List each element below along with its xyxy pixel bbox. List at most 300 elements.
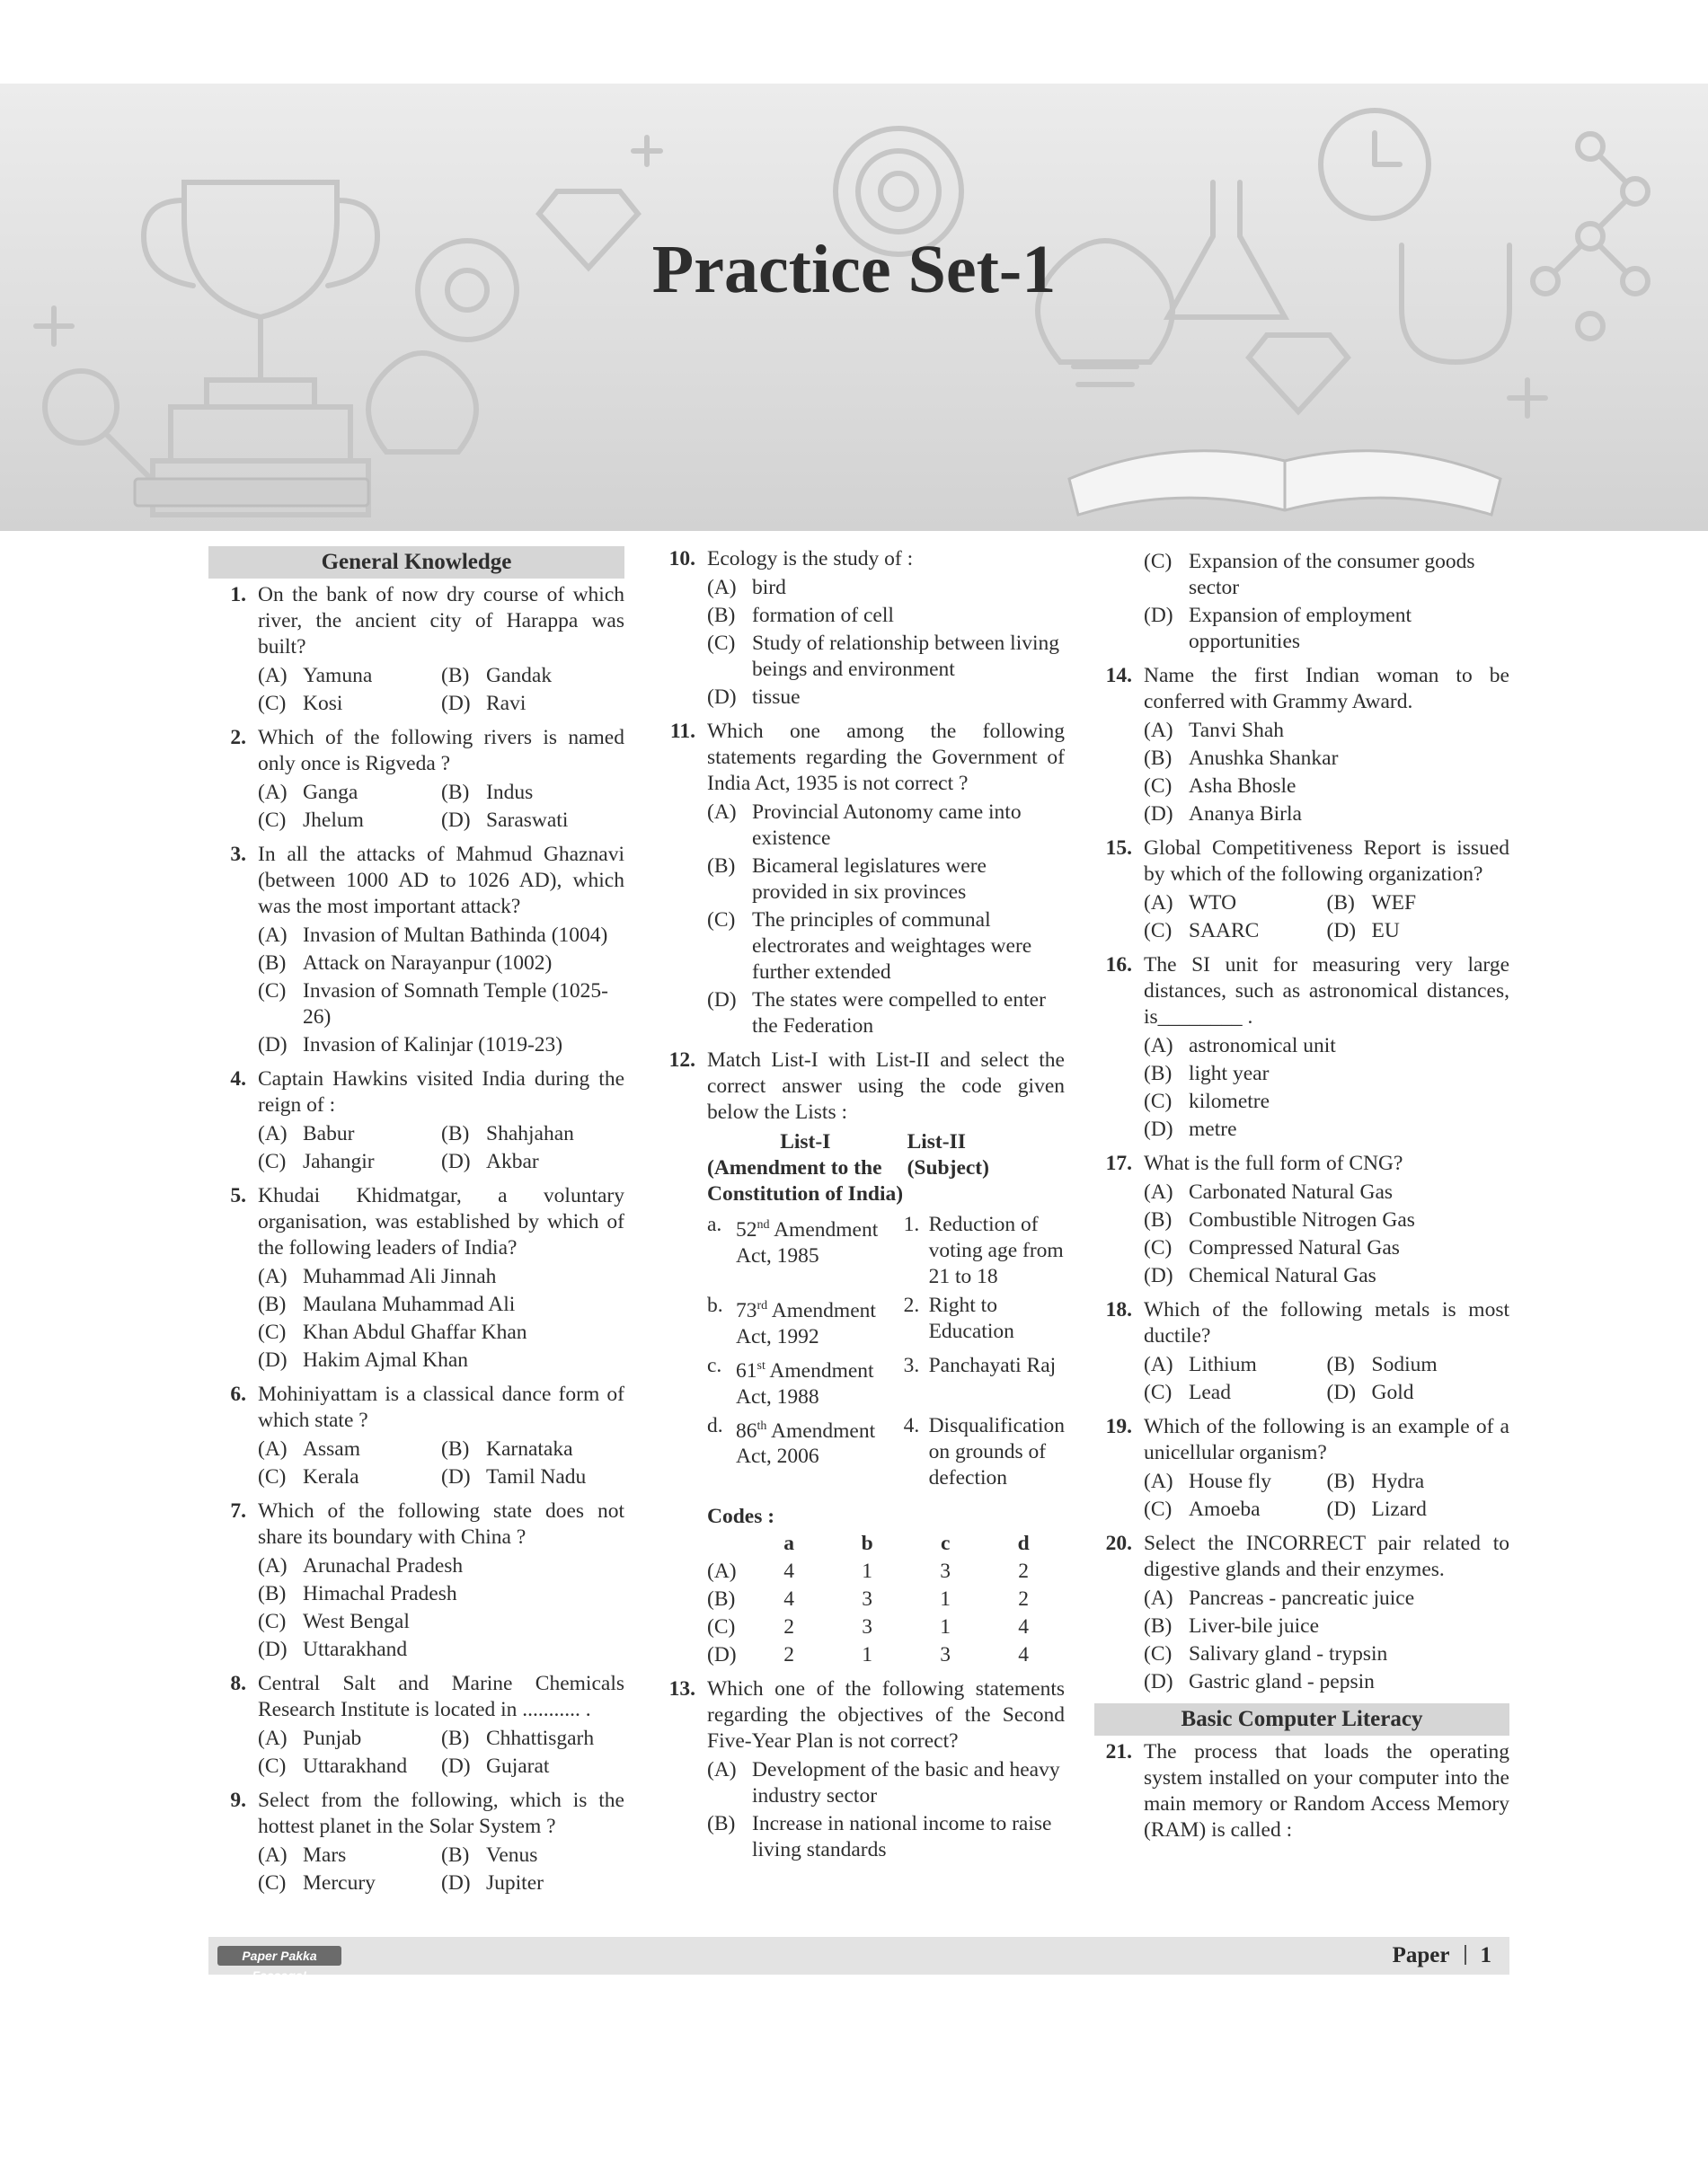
options bbox=[258, 1842, 624, 1897]
option-letter: (C) bbox=[1144, 919, 1173, 942]
options bbox=[707, 1756, 1065, 1864]
question-text: Captain Hawkins visited India during the reign of : bbox=[258, 1067, 624, 1117]
option-text: Provincial Autonomy came into existence bbox=[752, 800, 1022, 850]
option-text: Development of the basic and heavy industry sector bbox=[752, 1757, 1060, 1808]
code-value: 1 bbox=[940, 1614, 951, 1639]
code-column-d: d bbox=[1017, 1531, 1030, 1555]
option-letter: (C) bbox=[1144, 1498, 1173, 1521]
options bbox=[258, 1263, 624, 1375]
option-letter: (B) bbox=[441, 664, 470, 687]
option bbox=[707, 907, 1065, 986]
option bbox=[1144, 1117, 1509, 1143]
question-10 bbox=[658, 546, 1065, 712]
option bbox=[707, 987, 1065, 1039]
option-text: Gandak bbox=[486, 664, 553, 687]
option-text: Invasion of Kalinjar (1019-23) bbox=[303, 1033, 563, 1056]
options bbox=[1144, 1032, 1509, 1144]
option-letter: (A) bbox=[258, 1843, 288, 1867]
option-text: Sodium bbox=[1371, 1353, 1438, 1376]
option-letter: (A) bbox=[258, 664, 288, 687]
option-text: formation of cell bbox=[752, 604, 894, 627]
option-letter: (C) bbox=[1144, 550, 1173, 573]
question-text: Which of the following is an example of a unicellular organism? bbox=[1144, 1415, 1509, 1464]
codes-label: Codes : bbox=[707, 1504, 775, 1528]
item-number: 2. bbox=[903, 1294, 920, 1317]
separator bbox=[1465, 1945, 1466, 1965]
list2-item bbox=[904, 1410, 1065, 1491]
option-text: WTO bbox=[1189, 891, 1237, 915]
question-group-1 bbox=[208, 582, 624, 1897]
page-footer bbox=[208, 1937, 1509, 1983]
option-text: Increase in national income to raise living standards bbox=[752, 1811, 1052, 1861]
options bbox=[258, 1552, 624, 1664]
code-value: 3 bbox=[940, 1559, 951, 1583]
option bbox=[258, 691, 441, 717]
option-text: Arunachal Pradesh bbox=[303, 1554, 464, 1578]
option-letter: (A) bbox=[258, 1554, 288, 1578]
option-text: Anushka Shankar bbox=[1189, 747, 1339, 770]
question-number: 17. bbox=[1105, 1152, 1132, 1175]
question-number: 13. bbox=[668, 1676, 695, 1701]
options bbox=[258, 779, 624, 835]
option-text: Ravi bbox=[486, 692, 527, 715]
option-text: The principles of communal electrorates and weightages were further extended bbox=[752, 908, 1032, 984]
option-text: Uttarakhand bbox=[303, 1638, 408, 1661]
option bbox=[258, 1149, 441, 1175]
question-text: Khudai Khidmatgar, a voluntary organisation, was established by which of the following leaders of India? bbox=[258, 1184, 624, 1260]
option bbox=[707, 1757, 1065, 1809]
option-letter: (D) bbox=[1326, 919, 1357, 942]
question-text: In all the attacks of Mahmud Ghaznavi (between 1000 AD to 1026 AD), which was the most important attack? bbox=[258, 843, 624, 918]
ordinal-suffix: th bbox=[757, 1419, 767, 1433]
ordinal-suffix: rd bbox=[757, 1299, 768, 1313]
section-basic-computer-literacy: Basic Computer Literacy bbox=[1094, 1703, 1509, 1736]
option-text: Gold bbox=[1371, 1381, 1414, 1404]
option bbox=[258, 1553, 624, 1579]
question-16 bbox=[1094, 952, 1509, 1144]
code-value: 2 bbox=[1018, 1587, 1030, 1611]
option-text: Bicameral legislatures were provided in six provinces bbox=[752, 854, 987, 904]
option-letter: (B) bbox=[1144, 1614, 1173, 1638]
option-letter: (C) bbox=[707, 632, 736, 655]
question-6 bbox=[208, 1382, 624, 1491]
code-column-a: a bbox=[783, 1531, 795, 1555]
code-value: 3 bbox=[940, 1642, 951, 1666]
question-number: 6. bbox=[230, 1383, 246, 1406]
option-text: Invasion of Somnath Temple (1025-26) bbox=[303, 979, 608, 1029]
question-number: 3. bbox=[230, 843, 246, 866]
match-row bbox=[707, 1410, 1065, 1491]
amendment-text: Amendment Act, 1988 bbox=[736, 1358, 874, 1409]
paper-label: Paper bbox=[1392, 1943, 1450, 1967]
options bbox=[1144, 1179, 1509, 1290]
options bbox=[1144, 889, 1509, 945]
option-letter: (B) bbox=[441, 781, 470, 804]
option-text: Khan Abdul Ghaffar Khan bbox=[303, 1321, 527, 1344]
question-number: 12. bbox=[668, 1048, 695, 1072]
item-letter: c. bbox=[707, 1353, 722, 1377]
option bbox=[258, 923, 624, 949]
option-letter: (C) bbox=[258, 692, 287, 715]
option bbox=[258, 1292, 624, 1318]
code-row bbox=[707, 1641, 1065, 1669]
option-letter: (B) bbox=[441, 1843, 470, 1867]
question-text: Which of the following metals is most ductile? bbox=[1144, 1298, 1509, 1348]
option bbox=[258, 1754, 441, 1780]
option-text: astronomical unit bbox=[1189, 1034, 1336, 1057]
option-letter: (D) bbox=[441, 1465, 471, 1489]
list1-item bbox=[707, 1350, 904, 1410]
option bbox=[258, 1609, 624, 1635]
option-text: Tamil Nadu bbox=[486, 1465, 587, 1489]
question-text: Which of the following rivers is named only once is Rigveda ? bbox=[258, 726, 624, 775]
option-letter: (C) bbox=[258, 809, 287, 832]
option bbox=[441, 663, 624, 689]
option bbox=[441, 1464, 624, 1490]
option bbox=[1327, 1497, 1510, 1523]
question-text: On the bank of now dry course of which river, the ancient city of Harappa was built? bbox=[258, 583, 624, 659]
column-2 bbox=[658, 546, 1065, 1871]
option-letter: (D) bbox=[258, 1638, 288, 1661]
item-number: 1. bbox=[903, 1213, 920, 1236]
option bbox=[1327, 1352, 1510, 1378]
option-text: Ananya Birla bbox=[1189, 802, 1302, 826]
option-letter: (C) bbox=[1144, 1090, 1173, 1113]
list1-subheading: (Amendment to the Constitution of India) bbox=[707, 1156, 904, 1206]
option bbox=[1144, 918, 1327, 944]
question-15 bbox=[1094, 835, 1509, 945]
subject-text: Reduction of voting age from 21 to 18 bbox=[928, 1213, 1064, 1288]
option-letter: (A) bbox=[258, 1727, 288, 1750]
question-text: Ecology is the study of : bbox=[707, 547, 914, 570]
options bbox=[1144, 1585, 1509, 1696]
option bbox=[707, 685, 1065, 711]
options bbox=[258, 1725, 624, 1781]
amendment-number: 52 bbox=[736, 1217, 757, 1242]
option-letter: (C) bbox=[258, 1465, 287, 1489]
option bbox=[707, 631, 1065, 683]
list1-item bbox=[707, 1410, 904, 1491]
question-17 bbox=[1094, 1151, 1509, 1290]
question-number: 4. bbox=[230, 1067, 246, 1091]
option bbox=[258, 1870, 441, 1896]
option bbox=[1144, 1380, 1327, 1406]
option bbox=[707, 853, 1065, 906]
question-1 bbox=[208, 582, 624, 718]
question-text: The SI unit for measuring very large distances, such as astronomical distances, is________ . bbox=[1144, 953, 1509, 1029]
question-text: Select the INCORRECT pair related to digestive glands and their enzymes. bbox=[1144, 1532, 1509, 1581]
question-number: 18. bbox=[1105, 1298, 1132, 1322]
option-text: bird bbox=[752, 576, 786, 599]
option bbox=[1144, 746, 1509, 772]
option bbox=[1144, 1497, 1327, 1523]
question-group-5 bbox=[1094, 1739, 1509, 1843]
option-text: Lithium bbox=[1189, 1353, 1257, 1376]
question-text: Select from the following, which is the hottest planet in the Solar System ? bbox=[258, 1789, 624, 1838]
option bbox=[1144, 1613, 1509, 1640]
code-option: (B) bbox=[707, 1587, 736, 1611]
option bbox=[1144, 1263, 1509, 1289]
option-letter: (C) bbox=[258, 1610, 287, 1633]
option-text: Uttarakhand bbox=[303, 1755, 408, 1778]
list1-item bbox=[707, 1290, 904, 1350]
option bbox=[258, 1032, 624, 1058]
option-text: Jupiter bbox=[486, 1871, 544, 1895]
option-letter: (A) bbox=[707, 576, 737, 599]
ordinal-suffix: st bbox=[757, 1358, 766, 1373]
option-text: Kerala bbox=[303, 1465, 359, 1489]
question-8 bbox=[208, 1671, 624, 1781]
option-letter: (A) bbox=[1144, 1587, 1173, 1610]
option-letter: (B) bbox=[1326, 891, 1355, 915]
item-letter: b. bbox=[707, 1294, 723, 1317]
option-letter: (A) bbox=[1144, 891, 1173, 915]
option bbox=[1144, 549, 1509, 601]
question-number: 19. bbox=[1105, 1415, 1132, 1438]
option bbox=[441, 1437, 624, 1463]
option-letter: (B) bbox=[1144, 747, 1173, 770]
option-letter: (C) bbox=[707, 908, 736, 932]
option bbox=[1144, 603, 1509, 655]
option bbox=[441, 691, 624, 717]
question-20 bbox=[1094, 1531, 1509, 1696]
code-value: 1 bbox=[862, 1559, 873, 1583]
option-text: Pancreas - pancreatic juice bbox=[1189, 1587, 1415, 1610]
option-letter: (C) bbox=[258, 1871, 287, 1895]
question-2 bbox=[208, 725, 624, 835]
options bbox=[1144, 1351, 1509, 1407]
question-number: 16. bbox=[1105, 953, 1132, 977]
option-text: Ganga bbox=[303, 781, 358, 804]
option-letter: (C) bbox=[258, 1755, 287, 1778]
option-letter: (A) bbox=[1144, 1470, 1173, 1493]
code-option: (D) bbox=[707, 1642, 737, 1666]
question-12 bbox=[658, 1048, 1065, 1669]
list2-item bbox=[904, 1350, 1065, 1410]
option-letter: (A) bbox=[258, 1265, 288, 1288]
option-text: EU bbox=[1371, 919, 1400, 942]
option-text: Yamuna bbox=[303, 664, 373, 687]
item-letter: d. bbox=[707, 1413, 723, 1437]
option bbox=[1144, 890, 1327, 916]
question-number: 9. bbox=[230, 1789, 246, 1812]
column-3 bbox=[1094, 546, 1509, 1851]
option-letter: (D) bbox=[707, 685, 737, 709]
option-letter: (D) bbox=[441, 692, 471, 715]
option-letter: (D) bbox=[258, 1348, 288, 1372]
option-text: West Bengal bbox=[303, 1610, 410, 1633]
section-general-knowledge: General Knowledge bbox=[208, 546, 624, 579]
option-text: Carbonated Natural Gas bbox=[1189, 1180, 1394, 1204]
code-value: 3 bbox=[862, 1587, 873, 1611]
subject-text: Panchayati Raj bbox=[928, 1353, 1057, 1377]
option-letter: (B) bbox=[707, 1811, 736, 1835]
amendment-text: Amendment Act, 2006 bbox=[736, 1419, 876, 1469]
option-text: SAARC bbox=[1189, 919, 1260, 942]
option-text: Invasion of Multan Bathinda (1004) bbox=[303, 924, 608, 947]
option-text: Salivary gland - trypsin bbox=[1189, 1642, 1388, 1666]
page-number-value: 1 bbox=[1480, 1943, 1491, 1967]
option bbox=[441, 808, 624, 834]
options bbox=[1144, 717, 1509, 828]
option-text: Assam bbox=[303, 1437, 360, 1461]
option-letter: (D) bbox=[1144, 1670, 1173, 1693]
option-letter: (B) bbox=[1144, 1062, 1173, 1085]
match-table bbox=[707, 1126, 1065, 1491]
option bbox=[258, 1348, 624, 1374]
item-letter: a. bbox=[707, 1213, 722, 1236]
options bbox=[258, 922, 624, 1059]
option bbox=[707, 800, 1065, 852]
option bbox=[258, 1726, 441, 1752]
decorative-illustration bbox=[0, 84, 1708, 531]
option bbox=[258, 1581, 624, 1607]
question-number: 5. bbox=[230, 1184, 246, 1207]
option-text: Mars bbox=[303, 1843, 347, 1867]
option-text: Combustible Nitrogen Gas bbox=[1189, 1208, 1415, 1232]
option-letter: (B) bbox=[707, 854, 736, 878]
option-letter: (A) bbox=[258, 1122, 288, 1145]
list2-item bbox=[904, 1209, 1065, 1290]
ordinal-suffix: nd bbox=[757, 1218, 770, 1232]
option bbox=[1327, 1380, 1510, 1406]
option bbox=[1144, 1469, 1327, 1495]
option-letter: (C) bbox=[258, 1321, 287, 1344]
question-number: 20. bbox=[1105, 1532, 1132, 1555]
question-13 bbox=[658, 1676, 1065, 1864]
option-text: Karnataka bbox=[486, 1437, 573, 1461]
option bbox=[1327, 918, 1510, 944]
question-13-continued bbox=[1094, 548, 1509, 656]
question-text: Name the first Indian woman to be conferred with Grammy Award. bbox=[1144, 664, 1509, 713]
question-3 bbox=[208, 842, 624, 1059]
option-letter: (D) bbox=[441, 1755, 471, 1778]
amendment-number: 86 bbox=[736, 1419, 757, 1443]
code-value: 1 bbox=[862, 1642, 873, 1666]
code-value: 4 bbox=[783, 1587, 795, 1611]
column-1 bbox=[208, 546, 624, 1905]
option-letter: (C) bbox=[1144, 1381, 1173, 1404]
question-9 bbox=[208, 1788, 624, 1897]
list1-heading: List-I bbox=[780, 1130, 831, 1154]
option-text: Lizard bbox=[1371, 1498, 1427, 1521]
question-number: 1. bbox=[230, 583, 246, 606]
subject-text: Right to Education bbox=[928, 1294, 1014, 1343]
option-text: Tanvi Shah bbox=[1189, 719, 1285, 742]
question-number: 10. bbox=[668, 547, 695, 570]
option-letter: (D) bbox=[707, 988, 737, 1012]
question-number: 15. bbox=[1105, 836, 1132, 860]
option bbox=[258, 1437, 441, 1463]
option bbox=[1144, 1061, 1509, 1087]
page-title: Practice Set-1 bbox=[651, 232, 1057, 307]
option-text: WEF bbox=[1371, 891, 1417, 915]
option-text: Indus bbox=[486, 781, 534, 804]
option bbox=[1144, 1180, 1509, 1206]
option bbox=[258, 780, 441, 806]
page-number bbox=[1393, 1937, 1491, 1975]
option-text: metre bbox=[1189, 1118, 1237, 1141]
option-letter: (B) bbox=[441, 1437, 470, 1461]
list2-item bbox=[904, 1290, 1065, 1350]
amendment-text: Amendment Act, 1992 bbox=[736, 1298, 876, 1348]
option-letter: (C) bbox=[1144, 774, 1173, 798]
option-text: Chhattisgarh bbox=[486, 1727, 595, 1750]
option bbox=[258, 1464, 441, 1490]
option-text: Punjab bbox=[303, 1727, 362, 1750]
option-letter: (D) bbox=[258, 1033, 288, 1056]
option-text: Gujarat bbox=[486, 1755, 550, 1778]
option bbox=[707, 575, 1065, 601]
option-text: Jhelum bbox=[303, 809, 364, 832]
option-letter: (C) bbox=[1144, 1236, 1173, 1260]
code-value: 1 bbox=[940, 1587, 951, 1611]
question-text: The process that loads the operating system installed on your computer into the main memory or Random Access Memory (RAM) is called : bbox=[1144, 1740, 1509, 1842]
question-21 bbox=[1094, 1739, 1509, 1843]
option-text: Chemical Natural Gas bbox=[1189, 1264, 1376, 1287]
option bbox=[1144, 1352, 1327, 1378]
option bbox=[258, 1637, 624, 1663]
option-text: Attack on Narayanpur (1002) bbox=[303, 951, 553, 975]
option-letter: (B) bbox=[258, 951, 287, 975]
option bbox=[258, 1843, 441, 1869]
question-text: Match List-I with List-II and select the correct answer using the code given below the Lists : bbox=[707, 1048, 1065, 1124]
option-letter: (D) bbox=[1326, 1498, 1357, 1521]
question-text: What is the full form of CNG? bbox=[1144, 1152, 1403, 1175]
option-text: Shahjahan bbox=[486, 1122, 574, 1145]
match-row bbox=[707, 1290, 1065, 1350]
option bbox=[1144, 774, 1509, 800]
option bbox=[1327, 1469, 1510, 1495]
code-column-c: c bbox=[940, 1531, 951, 1555]
option-letter: (A) bbox=[1144, 1180, 1173, 1204]
options bbox=[258, 1120, 624, 1176]
option bbox=[707, 1811, 1065, 1863]
option-text: Expansion of employment opportunities bbox=[1189, 604, 1412, 653]
option-text: Saraswati bbox=[486, 809, 569, 832]
question-group-2 bbox=[658, 546, 1065, 1040]
match-row bbox=[707, 1209, 1065, 1290]
question-14 bbox=[1094, 663, 1509, 828]
option-letter: (C) bbox=[258, 1150, 287, 1173]
header-banner bbox=[0, 84, 1708, 531]
option-letter: (C) bbox=[258, 979, 287, 1003]
option bbox=[1144, 1235, 1509, 1261]
question-18 bbox=[1094, 1297, 1509, 1407]
option-text: kilometre bbox=[1189, 1090, 1270, 1113]
option-letter: (D) bbox=[441, 1150, 471, 1173]
code-value: 2 bbox=[783, 1642, 795, 1666]
list2-heading: List-II bbox=[907, 1130, 966, 1154]
option bbox=[707, 603, 1065, 629]
question-number: 21. bbox=[1105, 1740, 1132, 1764]
question-text: Mohiniyattam is a classical dance form of which state ? bbox=[258, 1383, 624, 1432]
code-value: 2 bbox=[783, 1614, 795, 1639]
option bbox=[1144, 1586, 1509, 1612]
option-text: Mercury bbox=[303, 1871, 376, 1895]
option bbox=[441, 1754, 624, 1780]
question-text: Central Salt and Marine Chemicals Research Institute is located in ........... . bbox=[258, 1672, 624, 1721]
option bbox=[441, 780, 624, 806]
publisher-logo: Paper Pakka Faasega! bbox=[217, 1946, 341, 1966]
option bbox=[258, 808, 441, 834]
option bbox=[1144, 1641, 1509, 1667]
code-option: (A) bbox=[707, 1559, 737, 1583]
option-text: Amoeba bbox=[1189, 1498, 1261, 1521]
options bbox=[258, 1436, 624, 1491]
option-letter: (D) bbox=[1144, 802, 1173, 826]
option bbox=[258, 1264, 624, 1290]
